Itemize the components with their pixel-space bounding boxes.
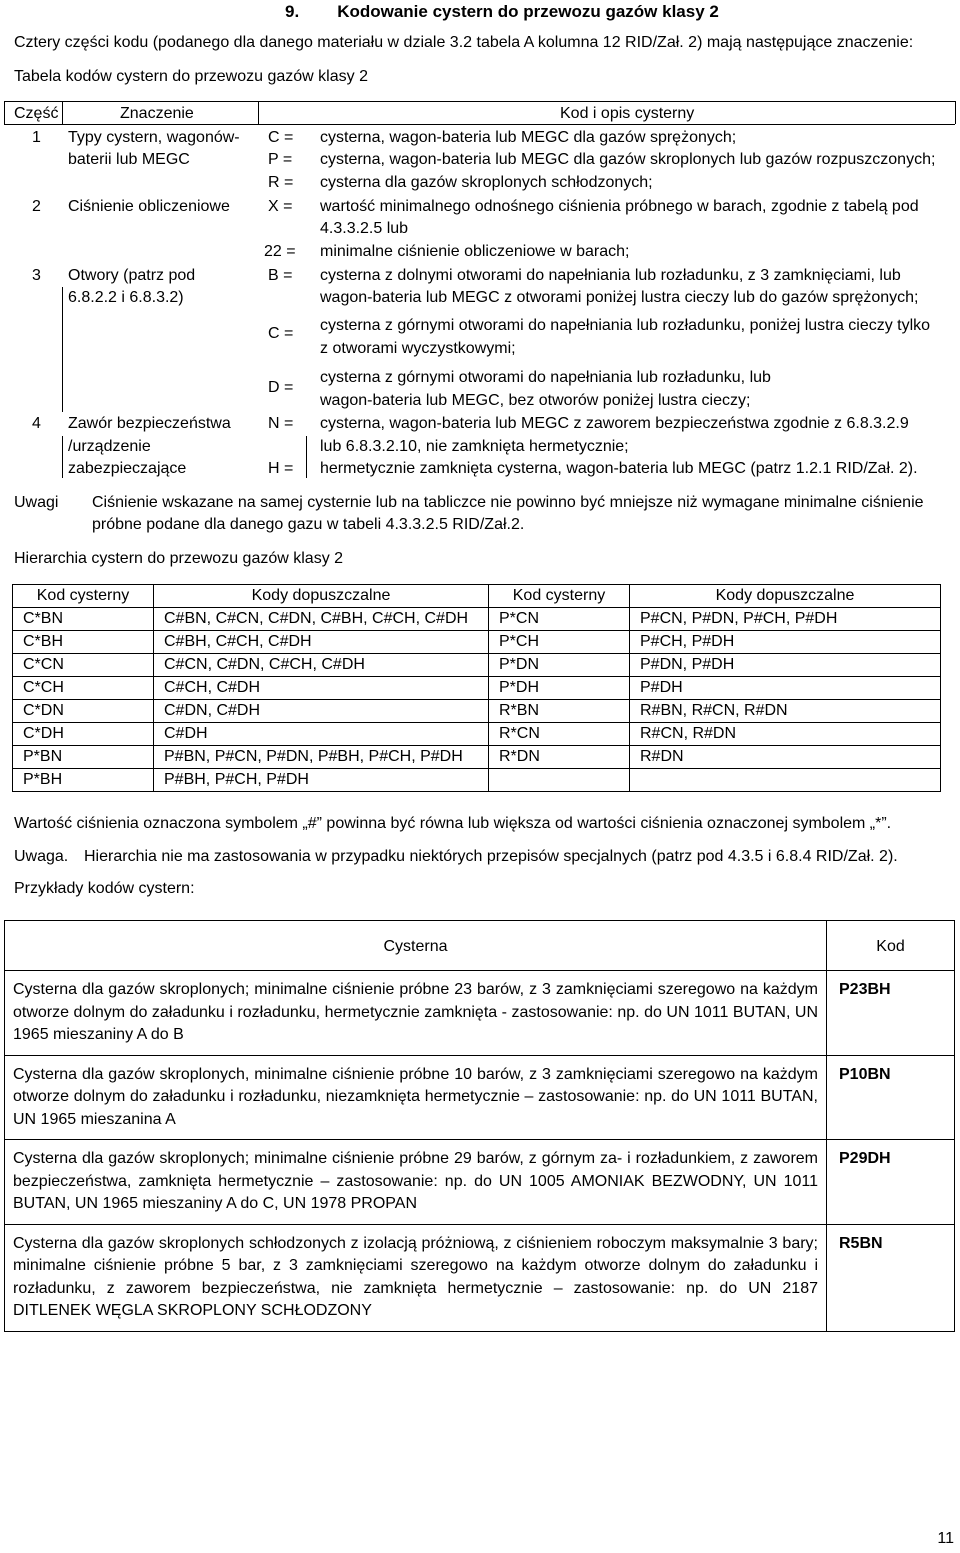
code-letter: C = — [268, 325, 294, 342]
table-cell: C*CH — [13, 677, 154, 700]
example-code: P10BN — [827, 1055, 955, 1140]
table-cell: P#DN, P#DH — [630, 654, 941, 677]
table-row — [13, 654, 941, 677]
example-description: Cysterna dla gazów skroplonych; minimalne ciśnienie próbne 23 barów, z 3 zamknięciami szeregowo na każdym otworze dolnym do załadunku i rozładunku, hermetycznie zamknięta - zastosowanie: np. do UN 1011 BUTAN, UN 1965 mieszaniny A do B — [5, 971, 827, 1056]
header-cell: Kod cysterny — [13, 585, 154, 608]
code-description: cysterna, wagon-bateria lub MEGC dla gazów skroplonych lub gazów rozpuszczonych; — [320, 151, 936, 168]
table-cell: R*CN — [489, 723, 630, 746]
code-description: cysterna, wagon-bateria lub MEGC dla gazów sprężonych; — [320, 129, 737, 146]
table-cell: P#BN, P#CN, P#DN, P#BH, P#CH, P#DH — [154, 746, 489, 769]
table-cell: C*BH — [13, 631, 154, 654]
row-number: 1 — [32, 129, 41, 146]
example-description: Cysterna dla gazów skroplonych; minimalne ciśnienie próbne 29 barów, z górnym za- i rozładunkiem, z zaworem bezpieczeństwa, zamknięta hermetycznie – zastosowanie: np. do UN 1005 AMONIAK BEZWODNY, UN 1011 BUTAN, UN 1965 mieszaniny A do C, UN 1978 PROPAN — [5, 1140, 827, 1225]
table-border — [62, 436, 63, 478]
table-border — [4, 101, 955, 102]
table-row — [5, 971, 955, 1056]
row-meaning: Typy cystern, wagonów- — [68, 129, 240, 146]
row-meaning: zabezpieczające — [68, 460, 187, 477]
code-letter: D = — [268, 379, 294, 396]
table1-title: Tabela kodów cystern do przewozu gazów klasy 2 — [14, 68, 368, 85]
table-cell: C#DN, C#DH — [154, 700, 489, 723]
code-description: cysterna, wagon-bateria lub MEGC z zaworem bezpieczeństwa zgodnie z 6.8.3.2.9 — [320, 415, 909, 432]
header-part: Część — [14, 105, 59, 122]
table-border — [258, 101, 259, 124]
code-description: cysterna dla gazów skroplonych schłodzonych; — [320, 174, 653, 191]
header-meaning: Znaczenie — [120, 105, 194, 122]
section-title: Kodowanie cystern do przewozu gazów klasy 2 — [337, 2, 719, 21]
table-border — [62, 287, 63, 412]
table-row — [13, 723, 941, 746]
row-meaning: /urządzenie — [68, 438, 151, 455]
section-number: 9. — [285, 2, 300, 21]
hierarchy-title: Hierarchia cystern do przewozu gazów klasy 2 — [14, 550, 344, 567]
notes-label: Uwagi — [14, 494, 59, 511]
example-code: P29DH — [827, 1140, 955, 1225]
table-border — [955, 101, 956, 124]
section-heading — [285, 2, 719, 22]
table-row — [13, 608, 941, 631]
row-meaning: Zawór bezpieczeństwa — [68, 415, 231, 432]
notes-text: próbne podane dla danego gazu w tabeli 4.3.3.2.5 RID/Zał.2. — [92, 516, 525, 533]
table-row — [5, 1055, 955, 1140]
header-cell: Kod cysterny — [489, 585, 630, 608]
table-cell: C*DH — [13, 723, 154, 746]
table-row — [5, 1224, 955, 1331]
table-row — [13, 631, 941, 654]
code-letter: P = — [268, 151, 293, 168]
examples-title: Przykłady kodów cystern: — [14, 880, 195, 897]
symbol-note: Wartość ciśnienia oznaczona symbolem „#” powinna być równa lub większa od wartości ciśnienia oznaczonej symbolem „*”. — [14, 815, 892, 832]
table-cell: P*BN — [13, 746, 154, 769]
code-description: z otworami wyczystkowymi; — [320, 340, 516, 357]
table-cell: R#CN, R#DN — [630, 723, 941, 746]
table-row — [13, 700, 941, 723]
example-description: Cysterna dla gazów skroplonych schłodzonych z izolacją próżniową, z ciśnieniem roboczym maksymalnie 3 bary; minimalne ciśnienie próbne 5 bar, z 3 zamknięciami szeregowo na każdym otworze dolnym do załadunku i rozładunku, z zaworem bezpieczeństwa, nie zamknięta hermetycznie – zastosowanie: np. do UN 2187 DITLENEK WĘGLA SKROPLONY SCHŁODZONY — [5, 1224, 827, 1331]
code-letter: H = — [268, 460, 294, 477]
code-description: wagon-bateria lub MEGC, bez otworów poniżej lustra cieczy; — [320, 392, 751, 409]
code-description: wartość minimalnego odnośnego ciśnienia próbnego w barach, zgodnie z tabelą pod — [320, 198, 919, 215]
page-number: 11 — [937, 1530, 954, 1547]
code-description: hermetycznie zamknięta cysterna, wagon-bateria lub MEGC (patrz 1.2.1 RID/Zał. 2). — [320, 460, 918, 477]
hierarchy-table — [12, 584, 941, 792]
row-number: 4 — [32, 415, 41, 432]
table-header-row — [13, 585, 941, 608]
code-description: lub 6.8.3.2.10, nie zamknięta hermetycznie; — [320, 438, 629, 455]
table-cell: P#CN, P#DN, P#CH, P#DH — [630, 608, 941, 631]
table-cell: P#BH, P#CH, P#DH — [154, 769, 489, 792]
table-cell: C#CN, C#DN, C#CH, C#DH — [154, 654, 489, 677]
code-letter: N = — [268, 415, 294, 432]
table-cell — [489, 769, 630, 792]
table-border — [4, 101, 5, 124]
hierarchy-note-text: Hierarchia nie ma zastosowania w przypadku niektórych przepisów specjalnych (patrz pod 4.3.5 i 6.8.4 RID/Zał. 2). — [84, 848, 898, 865]
table-header-row — [5, 921, 955, 971]
table-cell: P#CH, P#DH — [630, 631, 941, 654]
code-description: minimalne ciśnienie obliczeniowe w barach; — [320, 243, 630, 260]
table-cell: C#CH, C#DH — [154, 677, 489, 700]
table-row — [13, 746, 941, 769]
code-letter: B = — [268, 267, 293, 284]
hierarchy-note-label: Uwaga. — [14, 848, 69, 865]
code-letter: C = — [268, 129, 294, 146]
example-description: Cysterna dla gazów skroplonych, minimalne ciśnienie próbne 10 barów, z 3 zamknięciami szeregowo na każdym otworze dolnym do załadunku i rozładunku, niezamknięta hermetycznie – zastosowanie: np. do UN 1011 BUTAN, UN 1965 mieszanina A — [5, 1055, 827, 1140]
table-cell: P*DN — [489, 654, 630, 677]
table-cell: C*DN — [13, 700, 154, 723]
table-border — [62, 101, 63, 124]
table-cell: C*BN — [13, 608, 154, 631]
table-cell: R*DN — [489, 746, 630, 769]
table-cell: P#DH — [630, 677, 941, 700]
row-meaning: 6.8.2.2 i 6.8.3.2) — [68, 289, 184, 306]
table-row — [13, 677, 941, 700]
row-meaning: Ciśnienie obliczeniowe — [68, 198, 230, 215]
header-cell: Cysterna — [5, 921, 827, 971]
header-cell: Kody dopuszczalne — [154, 585, 489, 608]
row-meaning: baterii lub MEGC — [68, 151, 190, 168]
table-cell: R*BN — [489, 700, 630, 723]
table-cell — [630, 769, 941, 792]
code-letter: 22 = — [264, 243, 296, 260]
table-cell: P*DH — [489, 677, 630, 700]
example-code: P23BH — [827, 971, 955, 1056]
header-cell: Kod — [827, 921, 955, 971]
row-number: 3 — [32, 267, 41, 284]
table-cell: C*CN — [13, 654, 154, 677]
examples-table — [4, 920, 955, 1332]
intro-paragraph: Cztery części kodu (podanego dla danego materiału w dziale 3.2 tabela A kolumna 12 RID/Zał. 2) mają następujące znaczenie: — [14, 34, 914, 51]
table-cell: C#BN, C#CN, C#DN, C#BH, C#CH, C#DH — [154, 608, 489, 631]
table-cell: P*CH — [489, 631, 630, 654]
notes-text: Ciśnienie wskazane na samej cysternie lub na tabliczce nie powinno być mniejsze niż wymagane minimalne ciśnienie — [92, 494, 924, 511]
table-row — [5, 1140, 955, 1225]
header-code: Kod i opis cysterny — [560, 105, 695, 122]
row-meaning: Otwory (patrz pod — [68, 267, 196, 284]
header-cell: Kody dopuszczalne — [630, 585, 941, 608]
row-number: 2 — [32, 198, 41, 215]
table-cell: C#DH — [154, 723, 489, 746]
code-letter: X = — [268, 198, 293, 215]
code-description: 4.3.3.2.5 lub — [320, 220, 409, 237]
code-description: cysterna z dolnymi otworami do napełniania lub rozładunku, z 3 zamknięciami, lub — [320, 267, 901, 284]
table-row — [13, 769, 941, 792]
table-border — [306, 436, 307, 478]
table-cell: R#DN — [630, 746, 941, 769]
table-cell: C#BH, C#CH, C#DH — [154, 631, 489, 654]
code-description: cysterna z górnymi otworami do napełniania lub rozładunku, poniżej lustra cieczy tylko — [320, 317, 931, 334]
table-cell: R#BN, R#CN, R#DN — [630, 700, 941, 723]
table-cell: P*CN — [489, 608, 630, 631]
code-description: wagon-bateria lub MEGC z otworami poniżej lustra cieczy lub do gazów sprężonych; — [320, 289, 919, 306]
code-description: cysterna z górnymi otworami do napełniania lub rozładunku, lub — [320, 369, 771, 386]
table-cell: P*BH — [13, 769, 154, 792]
code-letter: R = — [268, 174, 294, 191]
example-code: R5BN — [827, 1224, 955, 1331]
